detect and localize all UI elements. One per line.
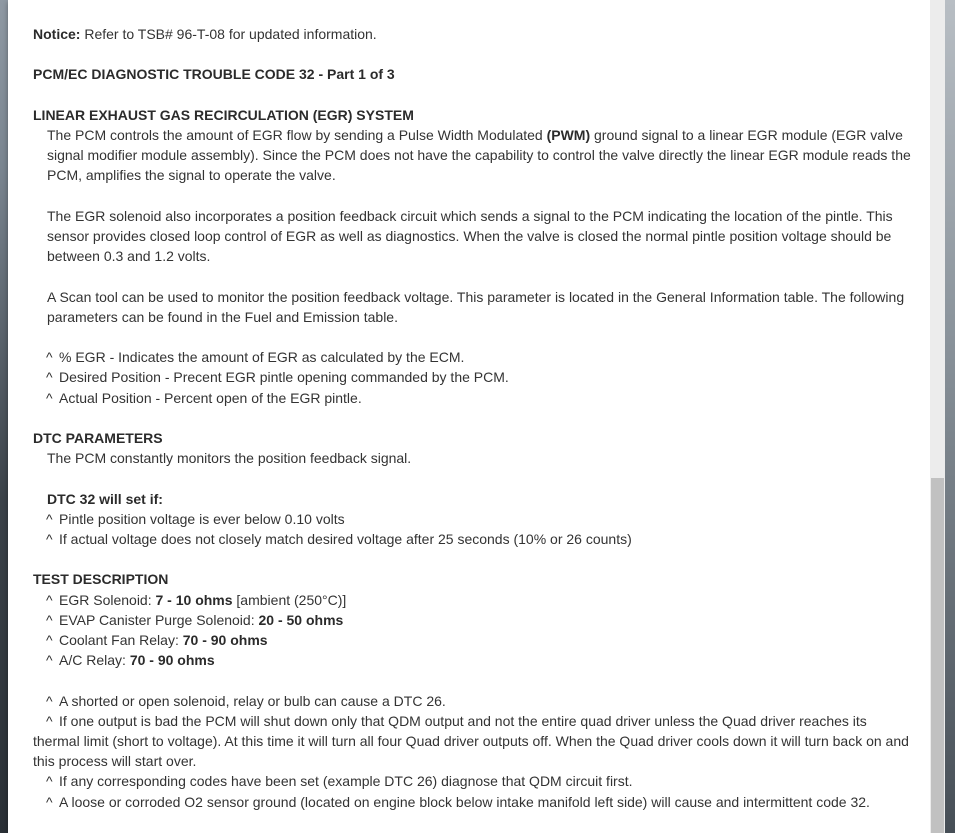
list-item: ^ A shorted or open solenoid, relay or bulb can cause a DTC 26.	[33, 691, 913, 711]
egr-paragraph-3: A Scan tool can be used to monitor the position feedback voltage. This parameter is located in the General Information table. The following parameters can be found in the Fuel and Emission table.	[47, 288, 905, 325]
scrollbar-thumb[interactable]	[931, 478, 944, 833]
notice-line	[33, 24, 913, 44]
background-left	[0, 0, 8, 833]
list-item: ^ % EGR - Indicates the amount of EGR as calculated by the ECM.	[33, 347, 913, 367]
caret-icon: ^	[46, 389, 53, 406]
test-description-heading: TEST DESCRIPTION	[33, 571, 169, 588]
caret-icon: ^	[46, 349, 53, 366]
caret-icon: ^	[46, 611, 53, 628]
caret-icon: ^	[46, 369, 53, 386]
notice-label: Notice:	[33, 26, 81, 42]
spec-item: ^ Coolant Fan Relay: 70 - 90 ohms	[33, 630, 913, 650]
dtc-parameters-text: The PCM constantly monitors the position feedback signal.	[47, 450, 412, 467]
notice-text: Refer to TSB# 96-T-08 for updated information.	[80, 26, 377, 42]
list-item: ^ Pintle position voltage is ever below 0.10 volts	[33, 509, 913, 529]
document-panel	[8, 0, 930, 833]
caret-icon: ^	[46, 692, 53, 709]
caret-icon: ^	[46, 712, 53, 729]
caret-icon: ^	[46, 773, 53, 790]
spec-item: ^ A/C Relay: 70 - 90 ohms	[33, 650, 913, 670]
document-content	[33, 24, 913, 812]
list-item: ^ Actual Position - Percent open of the EGR pintle.	[33, 388, 913, 408]
list-item: ^ If actual voltage does not closely match desired voltage after 25 seconds (10% or 26 counts)	[33, 529, 913, 549]
background-right	[945, 0, 955, 833]
caret-icon: ^	[46, 793, 53, 810]
dtc-set-subheading: DTC 32 will set if:	[47, 490, 163, 507]
spec-item: ^ EVAP Canister Purge Solenoid: 20 - 50 ohms	[33, 610, 913, 630]
vertical-scrollbar[interactable]	[930, 0, 945, 833]
caret-icon: ^	[46, 591, 53, 608]
spec-item: ^ EGR Solenoid: 7 - 10 ohms [ambient (250°C)]	[33, 590, 913, 610]
code-heading: PCM/EC DIAGNOSTIC TROUBLE CODE 32 - Part 1 of 3	[33, 66, 395, 83]
dtc-parameters-heading: DTC PARAMETERS	[33, 429, 163, 446]
list-item: ^ If any corresponding codes have been set (example DTC 26) diagnose that QDM circuit first.	[33, 771, 913, 791]
list-item: ^ If one output is bad the PCM will shut down only that QDM output and not the entire quad driver unless the Quad driver reaches its thermal limit (short to voltage). At this time it will turn all four Quad driver outputs off. When the Quad driver cools down it will turn back on and this process will start over.	[33, 712, 909, 770]
caret-icon: ^	[46, 652, 53, 669]
caret-icon: ^	[46, 631, 53, 648]
egr-paragraph-1: The PCM controls the amount of EGR flow by sending a Pulse Width Modulated (PWM) ground signal to a linear EGR module (EGR valve signal modifier module assembly). Since the PCM does not have the capability to control the valve directly the linear EGR module reads the PCM, amplifies the signal to operate the valve.	[47, 126, 911, 184]
caret-icon: ^	[46, 530, 53, 547]
egr-paragraph-2: The EGR solenoid also incorporates a position feedback circuit which sends a signal to the PCM indicating the location of the pintle. This sensor provides closed loop control of EGR as well as diagnostics. When the valve is closed the normal pintle position voltage should be between 0.3 and 1.2 volts.	[47, 207, 893, 265]
caret-icon: ^	[46, 510, 53, 527]
list-item: ^ Desired Position - Precent EGR pintle opening commanded by the PCM.	[33, 367, 913, 387]
egr-heading: LINEAR EXHAUST GAS RECIRCULATION (EGR) SYSTEM	[33, 106, 414, 123]
list-item: ^ A loose or corroded O2 sensor ground (located on engine block below intake manifold left side) will cause and intermittent code 32.	[33, 792, 913, 812]
